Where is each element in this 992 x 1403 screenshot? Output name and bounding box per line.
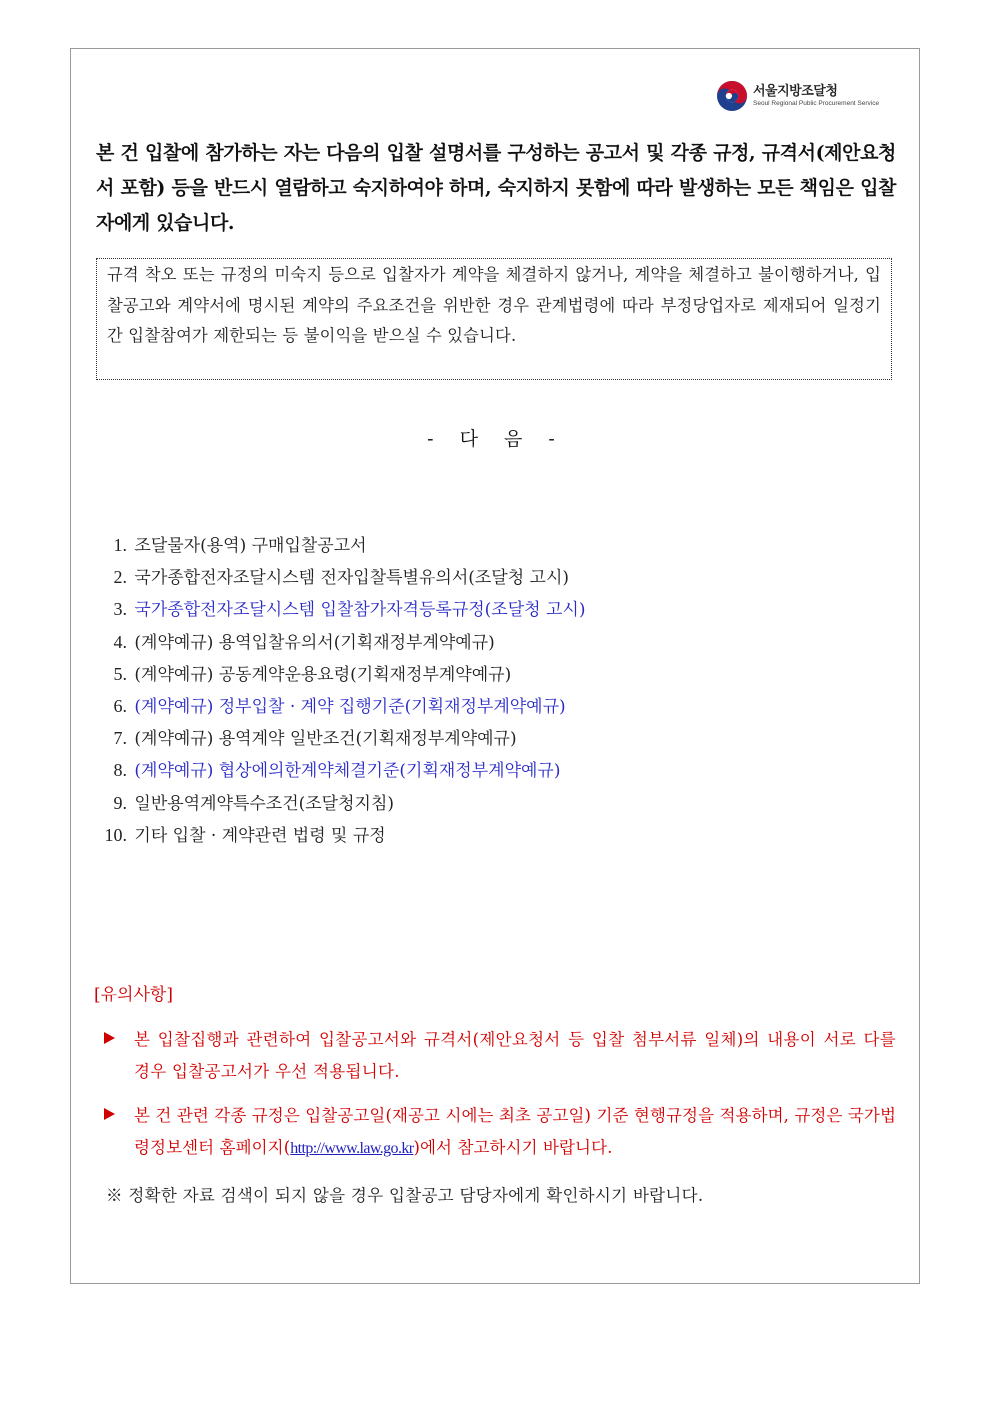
list-number: 2. (113, 567, 127, 588)
list-text: 조달물자(용역) 구매입찰공고서 (134, 536, 367, 556)
agency-name: 서울지방조달청 (753, 84, 838, 99)
list-number: 8. (113, 760, 127, 781)
note-text-before: 본 건 관련 각종 규정은 입찰공고일(재공고 시에는 최초 공고일) 기준 현행규정을 적용하며, 규정은 국가법령정보센터 홈페이지( (134, 1106, 896, 1157)
list-number: 9. (113, 792, 127, 813)
document-list (92, 529, 585, 851)
list-number: 5. (113, 663, 127, 684)
list-item (92, 819, 585, 851)
list-number: 6. (113, 695, 127, 716)
list-item (92, 626, 585, 658)
list-item (92, 754, 585, 786)
list-text: 국가종합전자조달시스템 입찰참가자격등록규정(조달청 고시) (134, 600, 586, 621)
list-item (92, 690, 585, 722)
list-number: 1. (113, 535, 127, 555)
list-item (92, 722, 585, 754)
notes-title: [유의사항] (94, 985, 173, 1005)
triangle-bullet-icon (104, 1108, 115, 1120)
list-number: 7. (113, 728, 127, 749)
list-item (92, 561, 585, 593)
taegeuk-logo-icon (716, 80, 748, 112)
note-text: 본 입찰집행과 관련하여 입찰공고서와 규격서(제안요청서 등 입찰 첨부서류 일체)의 내용이 서로 다를 경우 입찰공고서가 우선 적용됩니다. (134, 1030, 896, 1081)
list-text: (계약예규) 용역계약 일반조건(기획재정부계약예규) (134, 729, 517, 750)
list-item (92, 658, 585, 690)
agency-subtitle: Seoul Regional Public Procurement Service (753, 100, 880, 107)
lead-paragraph: 본 건 입찰에 참가하는 자는 다음의 입찰 설명서를 구성하는 공고서 및 각종 규정, 규격서(제안요청서 포함) 등을 반드시 열람하고 숙지하여야 하며, 숙지하지 못함에 따라 발생하는 모든 책임은 입찰자에게 있습니다. (96, 142, 896, 234)
agency-logo (716, 79, 879, 113)
list-number: 3. (113, 599, 127, 620)
note-item (104, 1100, 896, 1165)
warning-box (96, 258, 892, 380)
list-number: 4. (113, 631, 127, 652)
final-note: ※ 정확한 자료 검색이 되지 않을 경우 입찰공고 담당자에게 확인하시기 바랍니다. (106, 1186, 704, 1205)
list-item (92, 593, 585, 625)
note-item (104, 1024, 896, 1088)
list-number: 10. (104, 824, 127, 845)
warning-text: 규격 착오 또는 규정의 미숙지 등으로 입찰자가 계약을 체결하지 않거나, 계약을 체결하고 불이행하거나, 입찰공고와 계약서에 명시된 계약의 주요조건을 위반한 경우 관계법령에 따라 부정당업자로 제재되어 일정기간 입찰참여가 제한되는 등 불이익을 받으실 수 있습니다. (107, 265, 881, 345)
triangle-bullet-icon (104, 1032, 115, 1044)
list-text: 일반용역계약특수조건(조달청지침) (134, 793, 395, 814)
list-item (92, 529, 585, 561)
list-item (92, 787, 585, 819)
list-text: (계약예규) 용역입찰유의서(기획재정부계약예규) (134, 632, 495, 653)
list-text: (계약예규) 정부입찰 · 계약 집행기준(기획재정부계약예규) (134, 696, 566, 717)
list-text: (계약예규) 협상에의한계약체결기준(기획재정부계약예규) (134, 761, 561, 782)
list-text: 국가종합전자조달시스템 전자입찰특별유의서(조달청 고시) (134, 568, 570, 589)
law-site-link[interactable]: http://www.law.go.kr (290, 1140, 414, 1157)
list-text: 기타 입찰 · 계약관련 법령 및 규정 (134, 825, 386, 846)
section-heading: - 다 음 - (427, 428, 565, 450)
note-text-after: )에서 참고하시기 바랍니다. (413, 1138, 613, 1157)
note-text (134, 1100, 896, 1165)
list-text: (계약예규) 공동계약운용요령(기획재정부계약예규) (134, 664, 512, 685)
